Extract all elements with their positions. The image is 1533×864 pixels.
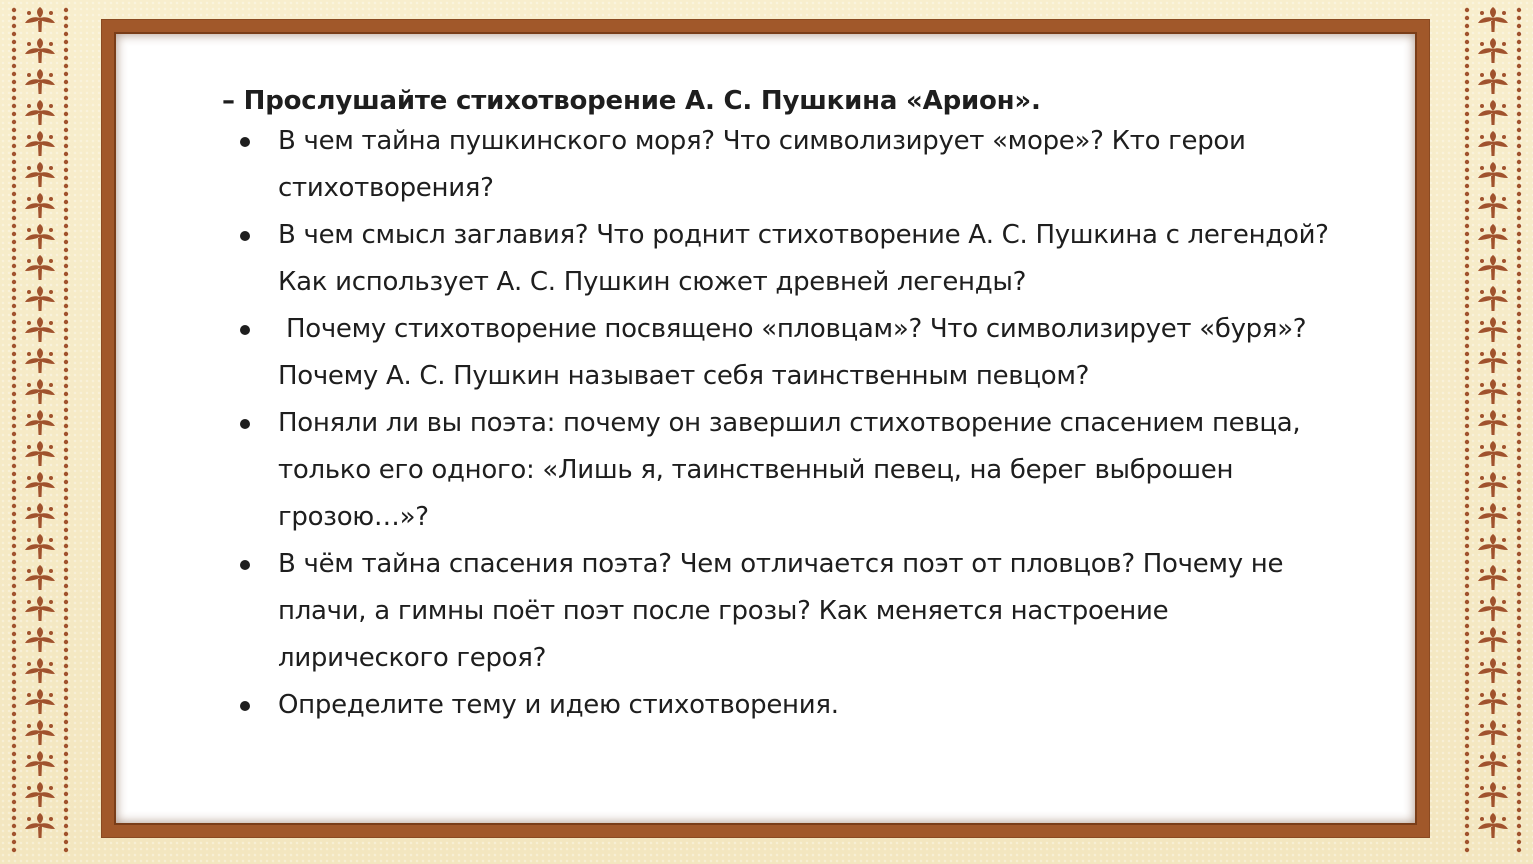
- question-list: [222, 118, 1342, 729]
- list-item-text: В чем тайна пушкинского моря? Что символизирует «море»? Кто герои стихотворения?: [278, 126, 1246, 203]
- slide-heading: – Прослушайте стихотворение А. С. Пушкина «Арион».: [222, 86, 1041, 116]
- list-item: [222, 682, 1342, 729]
- bullet-icon: [240, 325, 250, 335]
- list-item: [222, 118, 1342, 212]
- bullet-icon: [240, 137, 250, 147]
- slide-frame: [102, 20, 1429, 837]
- list-item-text: Поняли ли вы поэта: почему он завершил стихотворение спасением певца, только его одного: «Лишь я, таинственный певец, на берег выброшен грозою…»?: [278, 408, 1301, 532]
- left-ornament-border: [8, 6, 72, 858]
- bullet-icon: [240, 419, 250, 429]
- list-item: [222, 400, 1342, 541]
- bullet-icon: [240, 560, 250, 570]
- slide-content: [222, 84, 1342, 729]
- right-ornament-border: [1461, 6, 1525, 858]
- list-item-text: Определите тему и идею стихотворения.: [278, 690, 839, 720]
- list-item: [222, 306, 1342, 400]
- list-item: [222, 212, 1342, 306]
- list-item: [222, 541, 1342, 682]
- bullet-icon: [240, 701, 250, 711]
- list-item-text: В чём тайна спасения поэта? Чем отличается поэт от пловцов? Почему не плачи, а гимны поёт поэт после грозы? Как меняется настроение лирического героя?: [278, 549, 1284, 673]
- list-item-text: Почему стихотворение посвящено «пловцам»? Что символизирует «буря»? Почему А. С. Пушкин называет себя таинственным певцом?: [278, 314, 1315, 391]
- bullet-icon: [240, 231, 250, 241]
- list-item-text: В чем смысл заглавия? Что роднит стихотворение А. С. Пушкина с легендой? Как использует А. С. Пушкин сюжет древней легенды?: [278, 220, 1329, 297]
